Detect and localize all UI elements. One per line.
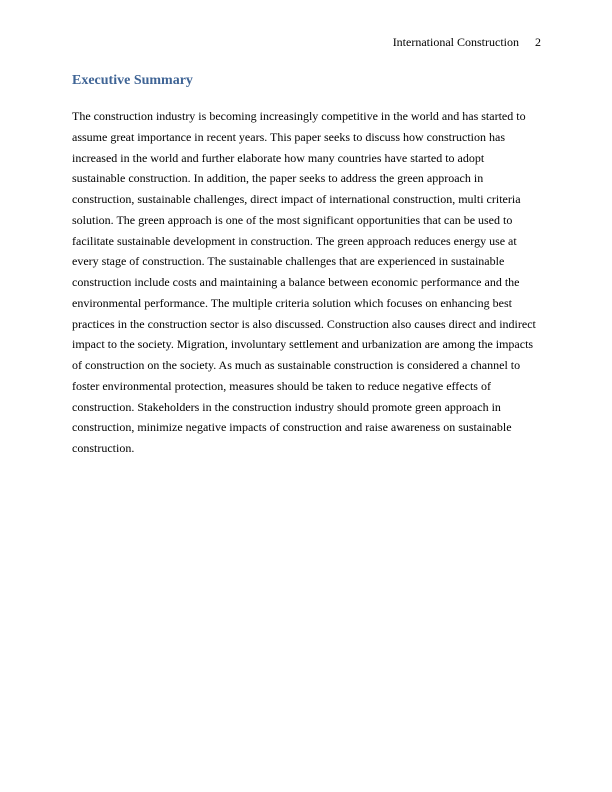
- paragraph-line: impact to the society. Migration, involuntary settlement and urbanization are among the impacts: [72, 337, 534, 352]
- paragraph-line: construction, sustainable challenges, direct impact of international construction, multi criteria: [72, 192, 521, 206]
- section-heading: Executive Summary: [72, 73, 193, 88]
- paragraph-line: solution. The green approach is one of the most significant opportunities that can be used to: [72, 212, 513, 227]
- paragraph-line: facilitate sustainable development in construction. The green approach reduces energy use at: [72, 233, 517, 248]
- page-number: 2: [535, 35, 541, 49]
- paragraph-line: of construction on the society. As much as sustainable construction is considered a channel to: [72, 358, 521, 372]
- paragraph-line: construction, minimize negative impacts of construction and raise awareness on sustainable: [72, 420, 512, 435]
- running-header: [393, 35, 541, 49]
- paragraph-line: every stage of construction. The sustainable challenges that are experienced in sustainable: [72, 254, 505, 269]
- paragraph-line: assume great importance in recent years. This paper seeks to discuss how construction has: [72, 129, 505, 144]
- summary-paragraph: [72, 106, 540, 459]
- paragraph-line: increased in the world and further elaborate how many countries have started to adopt: [72, 150, 485, 165]
- paragraph-line: construction.: [72, 441, 135, 455]
- paragraph-line: foster environmental protection, measures should be taken to reduce negative effects of: [72, 378, 491, 393]
- paragraph-line: construction include costs and maintaining a balance between economic performance and the: [72, 275, 520, 289]
- running-header-title: International Construction: [392, 35, 519, 49]
- paragraph-line: practices in the construction sector is also discussed. Construction also causes direct and indirect: [72, 316, 536, 331]
- paragraph-line: construction. Stakeholders in the construction industry should promote green approach in: [72, 399, 501, 414]
- paragraph-line: environmental performance. The multiple criteria solution which focuses on enhancing best: [72, 295, 512, 310]
- paragraph-line: The construction industry is becoming increasingly competitive in the world and has started to: [72, 109, 526, 123]
- paragraph-line: sustainable construction. In addition, the paper seeks to address the green approach in: [72, 171, 484, 186]
